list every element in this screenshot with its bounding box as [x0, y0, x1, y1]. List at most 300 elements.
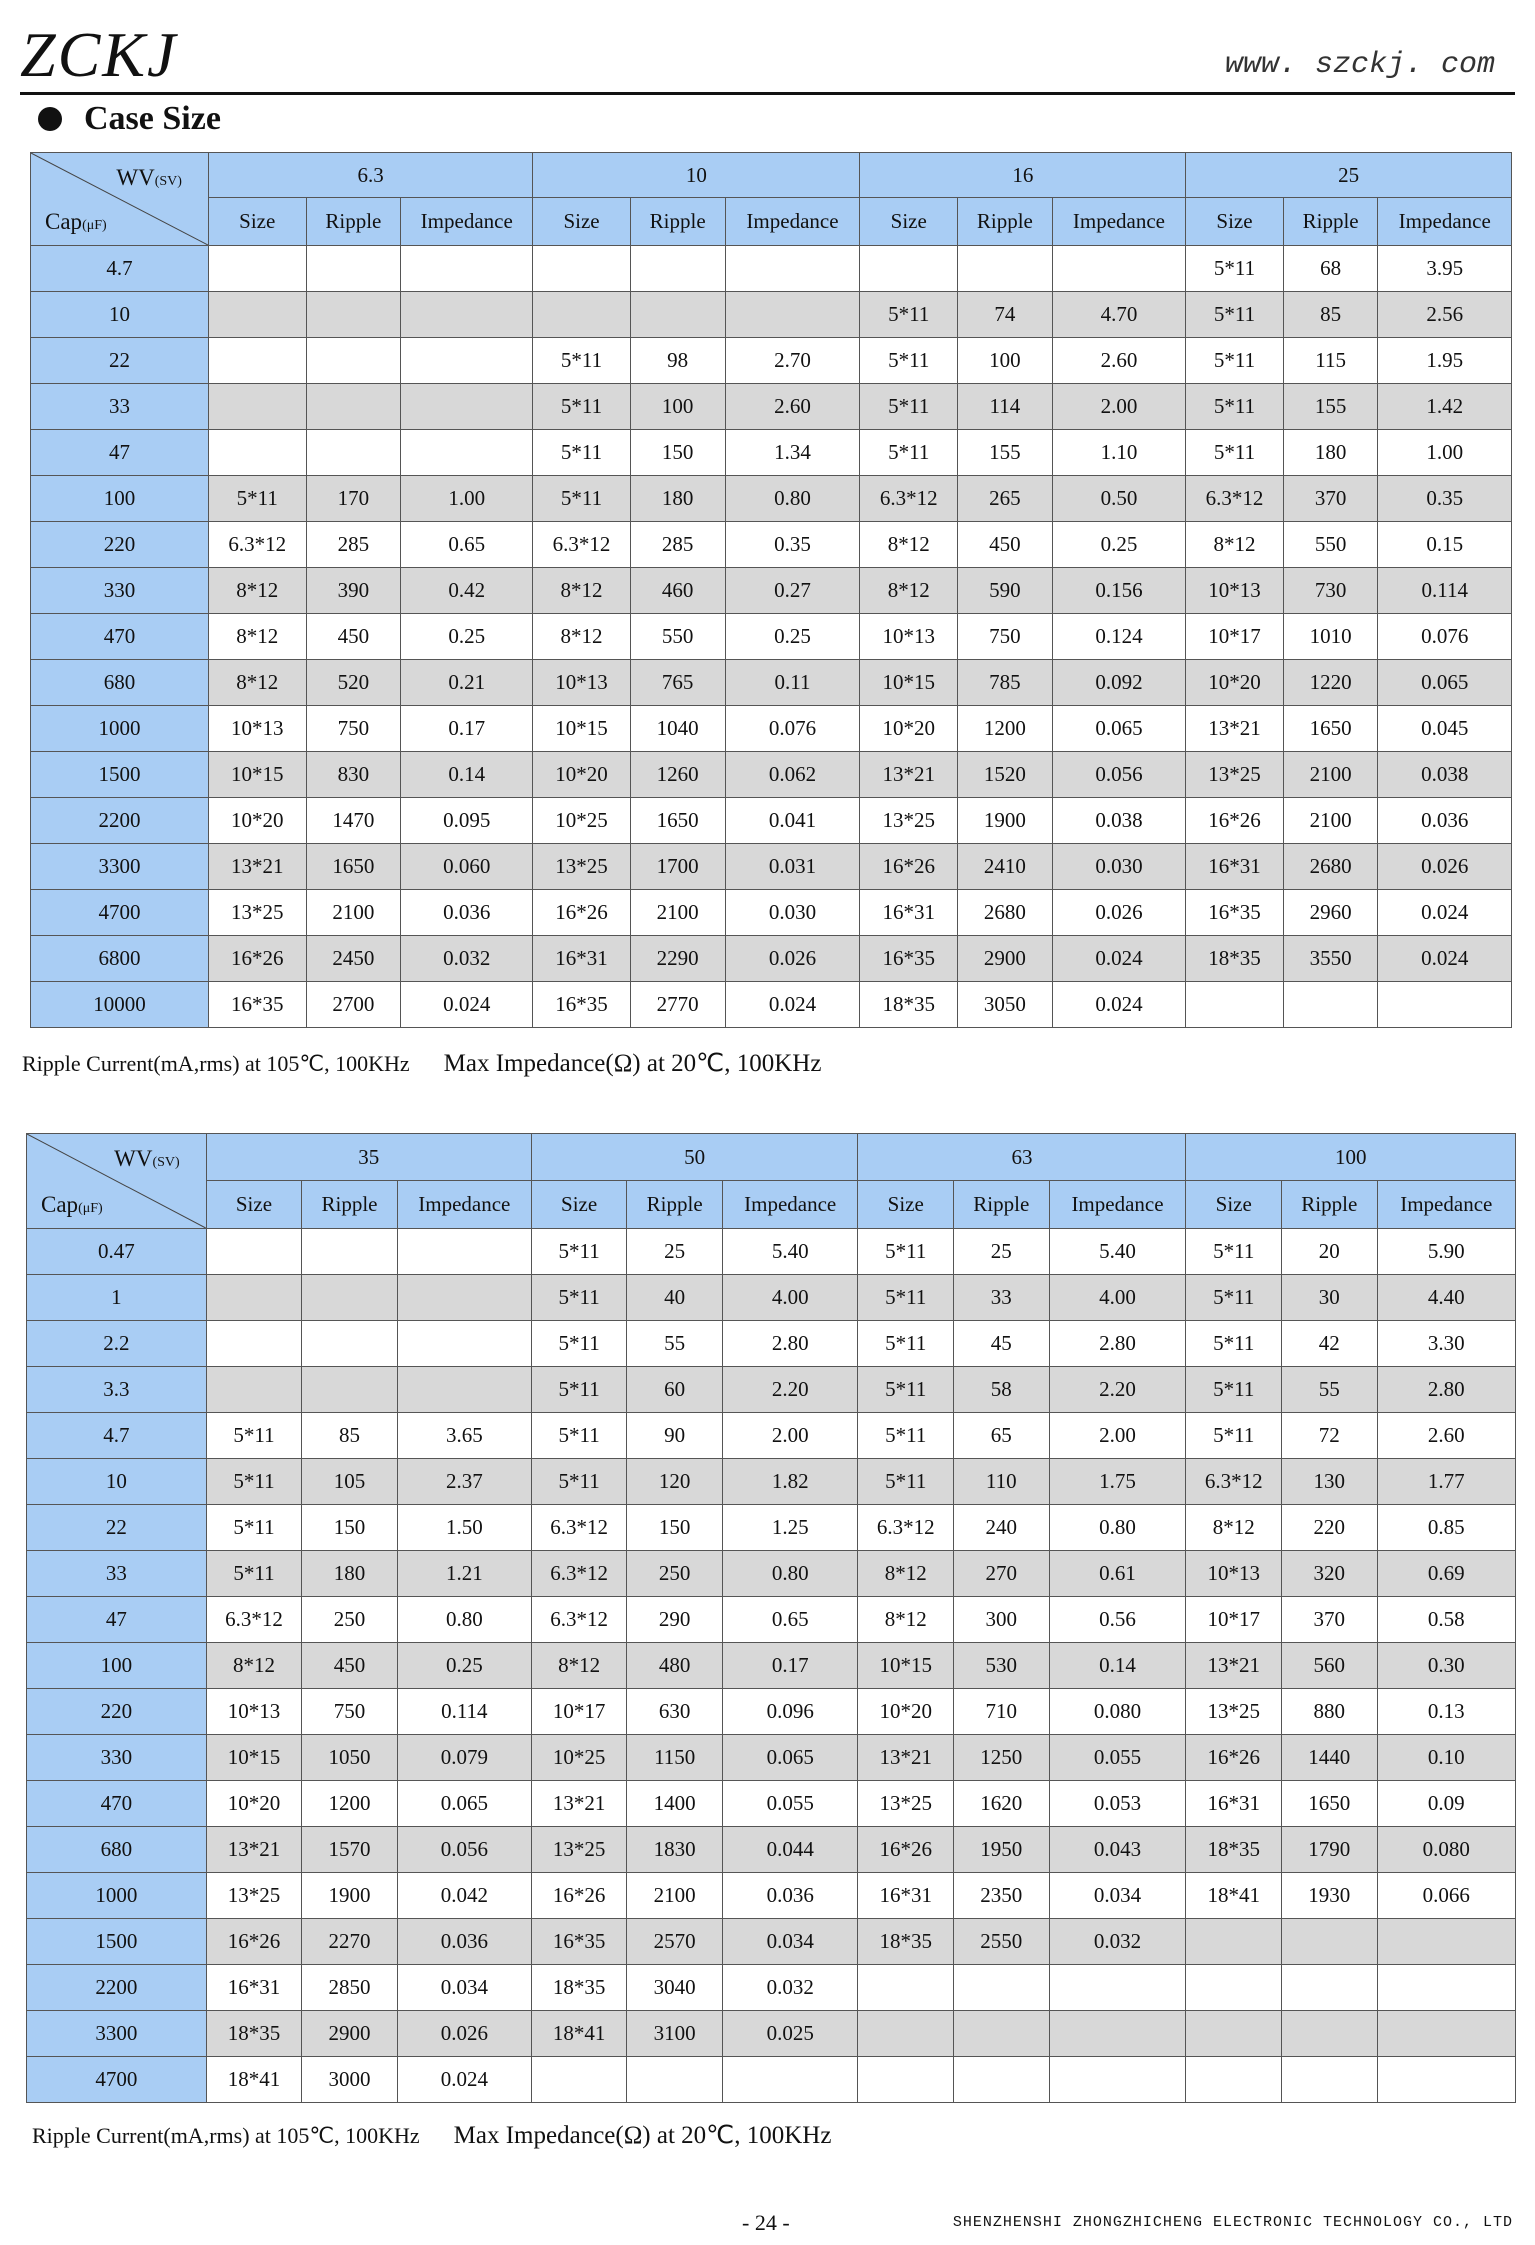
value-cell: 3000 [302, 2057, 398, 2103]
value-cell: 1.77 [1377, 1459, 1515, 1505]
value-cell: 0.50 [1052, 476, 1185, 522]
value-cell: 0.096 [722, 1689, 858, 1735]
value-cell: 150 [302, 1505, 398, 1551]
value-cell: 0.065 [397, 1781, 531, 1827]
value-cell: 0.026 [397, 2011, 531, 2057]
capacitance-cell: 2.2 [27, 1321, 207, 1367]
value-cell: 6.3*12 [531, 1505, 627, 1551]
column-subheader: Size [1186, 1181, 1282, 1229]
value-cell: 0.25 [397, 1643, 531, 1689]
value-cell: 180 [302, 1551, 398, 1597]
value-cell: 10*13 [206, 1689, 302, 1735]
value-cell: 65 [954, 1413, 1050, 1459]
value-cell: 16*35 [533, 982, 631, 1028]
capacitance-cell: 1500 [27, 1919, 207, 1965]
value-cell: 0.42 [401, 568, 533, 614]
table-row [27, 1919, 1516, 1965]
value-cell [1378, 982, 1512, 1028]
value-cell: 5*11 [1186, 1321, 1282, 1367]
column-subheader: Ripple [1282, 1181, 1378, 1229]
capacitance-cell: 6800 [31, 936, 209, 982]
value-cell: 10*20 [858, 1689, 954, 1735]
value-cell: 5*11 [533, 384, 631, 430]
value-cell: 6.3*12 [208, 522, 306, 568]
value-cell [1283, 982, 1378, 1028]
value-cell: 750 [958, 614, 1053, 660]
value-cell: 1830 [627, 1827, 723, 1873]
value-cell: 5*11 [1186, 338, 1284, 384]
value-cell: 1260 [630, 752, 725, 798]
value-cell: 0.031 [725, 844, 860, 890]
value-cell: 5*11 [858, 1229, 954, 1275]
capacitance-cell: 1000 [31, 706, 209, 752]
value-cell [397, 1321, 531, 1367]
column-subheader: Size [1186, 198, 1284, 246]
capacitance-cell: 1 [27, 1275, 207, 1321]
value-cell: 0.80 [725, 476, 860, 522]
value-cell: 25 [954, 1229, 1050, 1275]
value-cell: 0.066 [1377, 1873, 1515, 1919]
value-cell [722, 2057, 858, 2103]
value-cell: 16*26 [208, 936, 306, 982]
value-cell: 270 [954, 1551, 1050, 1597]
value-cell: 0.036 [722, 1873, 858, 1919]
value-cell: 0.079 [397, 1735, 531, 1781]
value-cell: 6.3*12 [206, 1597, 302, 1643]
value-cell: 1570 [302, 1827, 398, 1873]
value-cell: 13*21 [206, 1827, 302, 1873]
value-cell: 0.09 [1377, 1781, 1515, 1827]
value-cell: 0.30 [1377, 1643, 1515, 1689]
value-cell: 0.80 [397, 1597, 531, 1643]
value-cell: 100 [630, 384, 725, 430]
value-cell [306, 384, 401, 430]
wv-label: WV(SV) [116, 165, 182, 190]
value-cell: 0.032 [722, 1965, 858, 2011]
value-cell: 2100 [1283, 798, 1378, 844]
value-cell: 10*13 [1186, 1551, 1282, 1597]
value-cell: 90 [627, 1413, 723, 1459]
value-cell: 0.055 [722, 1781, 858, 1827]
value-cell [397, 1229, 531, 1275]
value-cell: 0.034 [722, 1919, 858, 1965]
value-cell [401, 384, 533, 430]
value-cell: 16*26 [206, 1919, 302, 1965]
value-cell: 0.11 [725, 660, 860, 706]
value-cell: 5*11 [860, 384, 958, 430]
table-row [27, 1551, 1516, 1597]
value-cell: 0.14 [401, 752, 533, 798]
value-cell: 5*11 [858, 1367, 954, 1413]
table-note-1 [22, 1048, 821, 1078]
value-cell: 3.30 [1377, 1321, 1515, 1367]
value-cell: 0.024 [1052, 936, 1185, 982]
value-cell: 0.034 [1049, 1873, 1186, 1919]
value-cell [302, 1367, 398, 1413]
value-cell: 13*25 [1186, 1689, 1282, 1735]
value-cell: 2.80 [722, 1321, 858, 1367]
value-cell: 5.90 [1377, 1229, 1515, 1275]
value-cell: 16*26 [860, 844, 958, 890]
value-cell: 2.60 [725, 384, 860, 430]
table-row [31, 982, 1512, 1028]
value-cell: 5*11 [860, 430, 958, 476]
column-subheader: Size [858, 1181, 954, 1229]
table-row [27, 1597, 1516, 1643]
value-cell [401, 430, 533, 476]
case-size-table-high-voltage [26, 1133, 1516, 2103]
value-cell: 10*15 [206, 1735, 302, 1781]
value-cell: 16*31 [1186, 844, 1284, 890]
ripple-note: Ripple Current(mA,rms) at 105℃, 100KHz [22, 1051, 410, 1076]
value-cell: 155 [958, 430, 1053, 476]
value-cell: 13*25 [531, 1827, 627, 1873]
value-cell: 120 [627, 1459, 723, 1505]
value-cell: 450 [306, 614, 401, 660]
value-cell: 8*12 [533, 568, 631, 614]
column-subheader: Ripple [958, 198, 1053, 246]
value-cell: 130 [1282, 1459, 1378, 1505]
value-cell [954, 2057, 1050, 2103]
value-cell: 2960 [1283, 890, 1378, 936]
value-cell: 30 [1282, 1275, 1378, 1321]
capacitance-cell: 3300 [27, 2011, 207, 2057]
value-cell: 0.056 [397, 1827, 531, 1873]
value-cell: 13*25 [206, 1873, 302, 1919]
capacitance-cell: 2200 [31, 798, 209, 844]
value-cell [401, 292, 533, 338]
voltage-header: 6.3 [208, 153, 532, 198]
value-cell: 0.56 [1049, 1597, 1186, 1643]
value-cell [1049, 1965, 1186, 2011]
value-cell: 1250 [954, 1735, 1050, 1781]
value-cell: 0.17 [722, 1643, 858, 1689]
value-cell: 0.060 [401, 844, 533, 890]
value-cell: 8*12 [860, 568, 958, 614]
value-cell: 2680 [1283, 844, 1378, 890]
table-row [31, 476, 1512, 522]
value-cell: 3.95 [1378, 246, 1512, 292]
value-cell: 1700 [630, 844, 725, 890]
value-cell: 58 [954, 1367, 1050, 1413]
value-cell [1377, 2057, 1515, 2103]
value-cell: 5*11 [1186, 384, 1284, 430]
value-cell: 2350 [954, 1873, 1050, 1919]
value-cell: 180 [630, 476, 725, 522]
value-cell: 13*25 [208, 890, 306, 936]
capacitance-cell: 100 [31, 476, 209, 522]
value-cell: 2.56 [1378, 292, 1512, 338]
value-cell: 1010 [1283, 614, 1378, 660]
value-cell: 2100 [1283, 752, 1378, 798]
value-cell: 8*12 [860, 522, 958, 568]
value-cell: 4.70 [1052, 292, 1185, 338]
value-cell: 710 [954, 1689, 1050, 1735]
value-cell: 0.080 [1049, 1689, 1186, 1735]
value-cell: 0.61 [1049, 1551, 1186, 1597]
value-cell: 10*20 [208, 798, 306, 844]
value-cell: 5*11 [533, 338, 631, 384]
section-title-text: Case Size [84, 100, 221, 137]
value-cell: 1470 [306, 798, 401, 844]
value-cell: 285 [306, 522, 401, 568]
value-cell [1186, 1919, 1282, 1965]
value-cell [725, 292, 860, 338]
value-cell: 45 [954, 1321, 1050, 1367]
value-cell: 785 [958, 660, 1053, 706]
value-cell: 530 [954, 1643, 1050, 1689]
capacitance-cell: 47 [31, 430, 209, 476]
value-cell: 550 [1283, 522, 1378, 568]
value-cell: 250 [302, 1597, 398, 1643]
value-cell [1282, 2057, 1378, 2103]
column-subheader: Impedance [1377, 1181, 1515, 1229]
value-cell: 10*25 [533, 798, 631, 844]
value-cell: 2270 [302, 1919, 398, 1965]
value-cell: 0.034 [397, 1965, 531, 2011]
table-row [27, 1781, 1516, 1827]
table-row [31, 890, 1512, 936]
value-cell: 6.3*12 [531, 1597, 627, 1643]
value-cell: 16*35 [1186, 890, 1284, 936]
column-subheader: Impedance [1378, 198, 1512, 246]
value-cell: 590 [958, 568, 1053, 614]
value-cell: 6.3*12 [1186, 1459, 1282, 1505]
value-cell: 0.080 [1377, 1827, 1515, 1873]
value-cell: 1150 [627, 1735, 723, 1781]
cap-label: Cap(μF) [41, 1192, 103, 1217]
value-cell: 1.50 [397, 1505, 531, 1551]
value-cell: 0.024 [1378, 890, 1512, 936]
value-cell: 1050 [302, 1735, 398, 1781]
value-cell: 250 [627, 1551, 723, 1597]
capacitance-cell: 4.7 [27, 1413, 207, 1459]
value-cell: 1040 [630, 706, 725, 752]
value-cell [958, 246, 1053, 292]
value-cell: 0.25 [401, 614, 533, 660]
value-cell: 16*26 [858, 1827, 954, 1873]
capacitance-cell: 680 [31, 660, 209, 706]
value-cell [533, 246, 631, 292]
value-cell: 55 [627, 1321, 723, 1367]
value-cell: 18*35 [206, 2011, 302, 2057]
value-cell: 4.40 [1377, 1275, 1515, 1321]
value-cell: 110 [954, 1459, 1050, 1505]
value-cell: 8*12 [208, 568, 306, 614]
capacitance-cell: 100 [27, 1643, 207, 1689]
value-cell: 0.032 [1049, 1919, 1186, 1965]
value-cell [630, 292, 725, 338]
value-cell: 3040 [627, 1965, 723, 2011]
value-cell: 0.025 [722, 2011, 858, 2057]
value-cell: 5*11 [531, 1321, 627, 1367]
value-cell: 1.42 [1378, 384, 1512, 430]
value-cell: 0.076 [1378, 614, 1512, 660]
table-row [27, 1689, 1516, 1735]
value-cell [1186, 2011, 1282, 2057]
value-cell: 5*11 [1186, 246, 1284, 292]
value-cell: 6.3*12 [533, 522, 631, 568]
voltage-header: 25 [1186, 153, 1512, 198]
value-cell: 1.25 [722, 1505, 858, 1551]
value-cell [206, 1321, 302, 1367]
value-cell: 13*25 [860, 798, 958, 844]
table-row [27, 1321, 1516, 1367]
value-cell: 0.056 [1052, 752, 1185, 798]
value-cell: 1900 [958, 798, 1053, 844]
value-cell [306, 292, 401, 338]
value-cell: 730 [1283, 568, 1378, 614]
value-cell: 1650 [1282, 1781, 1378, 1827]
value-cell: 20 [1282, 1229, 1378, 1275]
value-cell: 1400 [627, 1781, 723, 1827]
value-cell: 450 [302, 1643, 398, 1689]
value-cell: 0.114 [397, 1689, 531, 1735]
value-cell: 0.065 [1378, 660, 1512, 706]
value-cell [1282, 1965, 1378, 2011]
value-cell [533, 292, 631, 338]
value-cell: 5*11 [1186, 292, 1284, 338]
value-cell: 68 [1283, 246, 1378, 292]
value-cell: 390 [306, 568, 401, 614]
impedance-note: Max Impedance(Ω) at 20℃, 100KHz [443, 1050, 822, 1077]
value-cell: 0.038 [1052, 798, 1185, 844]
value-cell: 1200 [302, 1781, 398, 1827]
value-cell: 750 [306, 706, 401, 752]
capacitance-cell: 220 [27, 1689, 207, 1735]
value-cell: 0.58 [1377, 1597, 1515, 1643]
capacitance-cell: 33 [31, 384, 209, 430]
value-cell: 0.026 [1378, 844, 1512, 890]
value-cell: 2.00 [1049, 1413, 1186, 1459]
column-subheader: Ripple [1283, 198, 1378, 246]
value-cell: 300 [954, 1597, 1050, 1643]
value-cell: 13*25 [533, 844, 631, 890]
value-cell: 2410 [958, 844, 1053, 890]
value-cell: 13*21 [531, 1781, 627, 1827]
value-cell [1377, 2011, 1515, 2057]
cap-label: Cap(μF) [45, 209, 107, 234]
value-cell: 40 [627, 1275, 723, 1321]
table-row [27, 1643, 1516, 1689]
value-cell: 170 [306, 476, 401, 522]
value-cell: 115 [1283, 338, 1378, 384]
value-cell: 3.65 [397, 1413, 531, 1459]
value-cell: 42 [1282, 1321, 1378, 1367]
value-cell: 0.35 [725, 522, 860, 568]
value-cell: 10*17 [1186, 614, 1284, 660]
table-row [31, 384, 1512, 430]
capacitance-cell: 33 [27, 1551, 207, 1597]
value-cell: 72 [1282, 1413, 1378, 1459]
value-cell [1049, 2011, 1186, 2057]
value-cell [302, 1275, 398, 1321]
value-cell: 18*35 [860, 982, 958, 1028]
value-cell: 1650 [630, 798, 725, 844]
value-cell: 2290 [630, 936, 725, 982]
voltage-header: 16 [860, 153, 1186, 198]
company-name: SHENZHENSHI ZHONGZHICHENG ELECTRONIC TECHNOLOGY CO., LTD [952, 2214, 1513, 2231]
value-cell [531, 2057, 627, 2103]
table-row [27, 2011, 1516, 2057]
company-logo: ZCKJ [20, 19, 178, 90]
value-cell: 8*12 [208, 614, 306, 660]
column-subheader: Impedance [1052, 198, 1185, 246]
value-cell: 8*12 [531, 1643, 627, 1689]
capacitance-cell: 22 [27, 1505, 207, 1551]
website-url[interactable]: www. szckj. com [1224, 48, 1495, 82]
value-cell: 2900 [302, 2011, 398, 2057]
value-cell: 16*26 [531, 1873, 627, 1919]
value-cell: 2570 [627, 1919, 723, 1965]
value-cell: 5*11 [531, 1367, 627, 1413]
column-subheader: Size [860, 198, 958, 246]
value-cell: 0.042 [397, 1873, 531, 1919]
value-cell: 0.036 [401, 890, 533, 936]
value-cell: 1900 [302, 1873, 398, 1919]
value-cell: 10*20 [206, 1781, 302, 1827]
value-cell: 2.60 [1052, 338, 1185, 384]
value-cell: 0.114 [1378, 568, 1512, 614]
value-cell: 5*11 [860, 338, 958, 384]
value-cell: 10*13 [860, 614, 958, 660]
value-cell: 155 [1283, 384, 1378, 430]
value-cell: 8*12 [1186, 522, 1284, 568]
value-cell: 0.80 [722, 1551, 858, 1597]
value-cell: 2.80 [1049, 1321, 1186, 1367]
bullet-icon [38, 107, 62, 131]
capacitance-cell: 10 [27, 1459, 207, 1505]
value-cell: 0.026 [1052, 890, 1185, 936]
value-cell: 285 [630, 522, 725, 568]
value-cell: 0.024 [397, 2057, 531, 2103]
value-cell [1377, 1919, 1515, 1965]
value-cell: 2.20 [722, 1367, 858, 1413]
value-cell [858, 1965, 954, 2011]
value-cell: 0.092 [1052, 660, 1185, 706]
value-cell: 150 [627, 1505, 723, 1551]
capacitance-cell: 10000 [31, 982, 209, 1028]
value-cell: 1.00 [401, 476, 533, 522]
value-cell: 2.60 [1377, 1413, 1515, 1459]
capacitance-cell: 2200 [27, 1965, 207, 2011]
value-cell: 290 [627, 1597, 723, 1643]
case-size-table-low-voltage [30, 152, 1512, 1028]
value-cell: 0.038 [1378, 752, 1512, 798]
capacitance-cell: 470 [31, 614, 209, 660]
value-cell: 8*12 [208, 660, 306, 706]
column-subheader: Size [206, 1181, 302, 1229]
value-cell: 1200 [958, 706, 1053, 752]
capacitance-cell: 22 [31, 338, 209, 384]
wv-cap-corner-header [31, 153, 209, 246]
table-row [31, 292, 1512, 338]
value-cell: 0.032 [401, 936, 533, 982]
column-subheader: Size [531, 1181, 627, 1229]
value-cell [306, 246, 401, 292]
value-cell: 16*26 [1186, 798, 1284, 844]
value-cell: 5*11 [1186, 1367, 1282, 1413]
value-cell: 3050 [958, 982, 1053, 1028]
value-cell: 0.024 [1378, 936, 1512, 982]
value-cell: 0.25 [1052, 522, 1185, 568]
value-cell: 13*21 [1186, 1643, 1282, 1689]
column-subheader: Impedance [722, 1181, 858, 1229]
value-cell: 10*15 [860, 660, 958, 706]
value-cell: 1790 [1282, 1827, 1378, 1873]
value-cell: 0.076 [725, 706, 860, 752]
table-row [31, 338, 1512, 384]
